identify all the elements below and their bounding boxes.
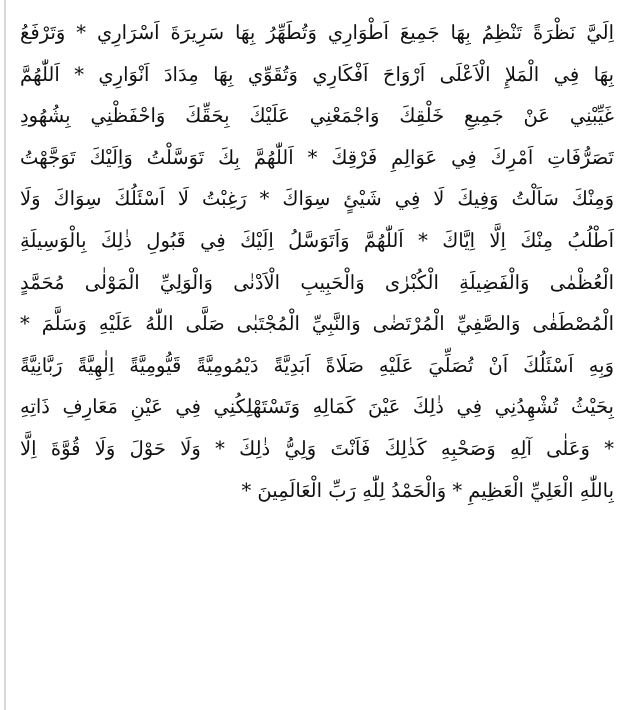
text-line: اِلَيَّ نَظْرَةً تَنْظِمُ بِهَا جَمِيعَ اَطْوَارِي وَتُطَهِّرُ بِهَا سَرِيرَةَ اَسْرَارِي * وَتَرْفَعُ [20, 21, 614, 44]
text-line: بِهَا فِي الْمَلإِ الْاَعْلَى اَرْوَاحَ اَفْكَارِي وَتُقَوِّي بِهَا مِدَادَ اَنْوَارِي * اَللّٰهُمَّ [20, 62, 614, 86]
text-line: غَيِّبْنِي عَنْ جَمِيعِ خَلْقِكَ وَاجْمَعْنِي عَلَيْكَ بِحَقِّكَ وَاحْفَظْنِي بِشُهُودِ [20, 104, 614, 128]
page-edge-divider [4, 0, 6, 710]
text-line: وَبِهِ اَسْئَلُكَ اَنْ تُصَلِّيَ عَلَيْهِ صَلَاةً اَبَدِيَّةً دَيْمُومِيَّةً قَيُّومِيَّةً اِلٰهِيَّةً رَبَّانِيَّةً [20, 353, 614, 377]
text-line: بِاللّٰهِ الْعَلِيِّ الْعَظِيمِ * وَالْحَمْدُ لِلّٰهِ رَبِّ الْعَالَمِينَ * [241, 478, 614, 502]
text-line: اَطْلُبُ مِنْكَ اِلَّا اِيَّاكَ * اَللّٰهُمَّ وَاَتَوَسَّلُ اِلَيْكَ فِي قَبُولِ ذٰلِكَ بِالْوَسِيلَةِ [20, 228, 614, 252]
text-line: وَمِنْكَ سَاَلْتُ وَفِيكَ لَا فِي شَيْئٍ سِوَاكَ * رَغِبْتُ لَا اَسْئَلُكَ سِوَاكَ وَلَا [20, 187, 614, 211]
text-line: الْعُظْمٰى وَالْفَضِيلَةِ الْكُبْرٰى وَالْحَبِيبِ الْاَدْنٰى وَالْوَلِيِّ الْمَوْلٰى مُحَمَّدٍ [20, 270, 614, 294]
text-line: * وَعَلٰى آلِهِ وَصَحْبِهِ كَذٰلِكَ فَاَنْتَ وَلِيُّ ذٰلِكَ * وَلَا حَوْلَ وَلَا قُوَّةَ اِلَّا [20, 436, 614, 460]
arabic-text-body [20, 12, 614, 511]
text-line: تَصَرُّفَاتِ اَمْرِكَ فِي عَوَالِمِ فَرْقِكَ * اَللّٰهُمَّ بِكَ تَوَسَّلْتُ وَاِلَيْكَ تَوَجَّهْتُ [20, 145, 614, 169]
text-line: بِحَيْثُ تُشْهِدُنِي فِي ذٰلِكَ عَيْنَ كَمَالِهِ وَتَسْتَهْلِكُنِي فِي عَيْنِ مَعَارِفِ ذَاتِهِ [20, 395, 614, 419]
text-line: الْمُصْطَفٰى وَالصَّفِيِّ الْمُرْتَضٰى وَالنَّبِيِّ الْمُجْتَبٰى صَلَّى اللّٰهُ عَلَيْهِ وَسَلَّمَ * [20, 312, 614, 336]
